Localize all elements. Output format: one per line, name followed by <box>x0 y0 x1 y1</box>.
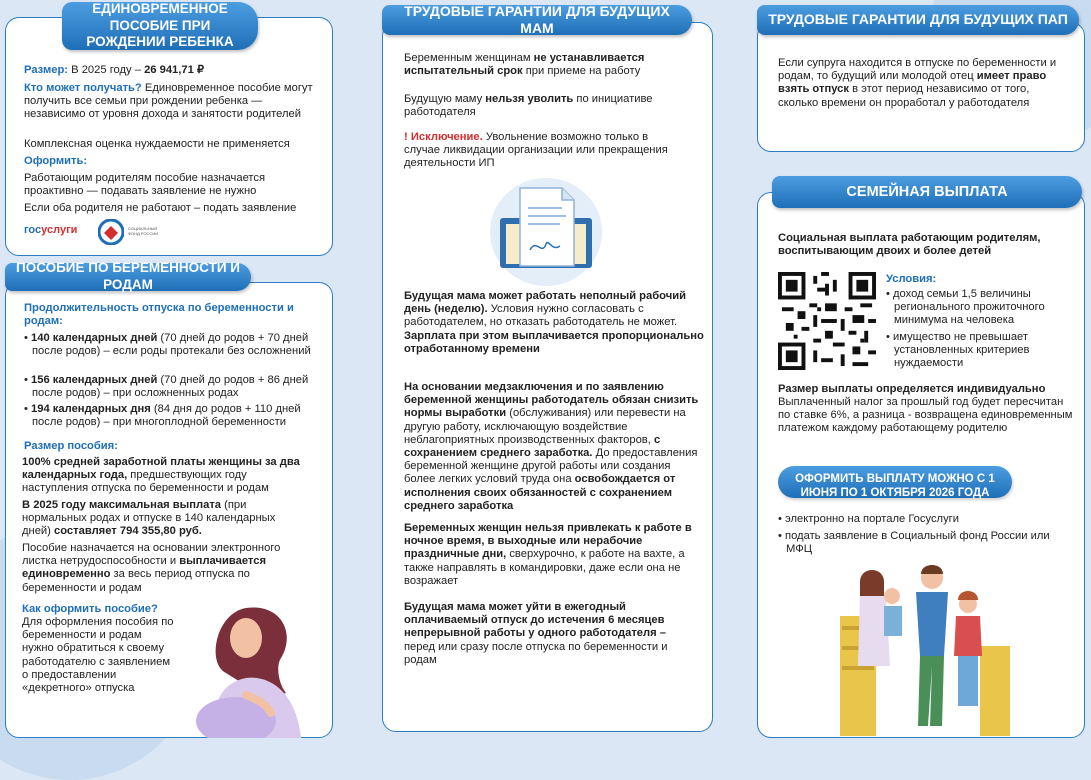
family-condition-2: • имущество не превышает установленных критериев нуждаемости <box>886 331 1030 370</box>
family-way-2: • подать заявление в Социальный фонд России или МФЦ <box>778 530 1050 556</box>
family-illustration <box>840 556 1010 736</box>
maternity-duration-title: Продолжительность отпуска по беременности и родам: <box>24 302 294 328</box>
mothers-p1: Беременным женщинам не устанавливается испытательный срок при приеме на работу <box>404 52 645 78</box>
mothers-p6: Беременных женщин нельзя привлекать к работе в ночное время, в выходные или нерабочие праздничные дни, сверхурочно, к работе на вахте, а также направлять в командировки, даже если она не возражает <box>404 522 692 587</box>
birth-apply-label: Оформить: <box>24 155 88 167</box>
mothers-p2: Будущую маму нельзя уволить по инициативе работодателя <box>404 93 653 119</box>
header-family-payment: СЕМЕЙНАЯ ВЫПЛАТА <box>772 176 1082 208</box>
sfr-logo: СОЦИАЛЬНЫЙ ФОНД РОССИИ <box>98 219 168 245</box>
mothers-p7: Будущая мама может уйти в ежегодный оплачиваемый отпуск до истечения 6 месяцев непрерывной работы у одного работодателя – перед или сразу после отпуска по беременности и родам <box>404 601 668 666</box>
mothers-p4: Будущая мама может работать неполный рабочий день (неделю). Условия нужно согласовать с работодателем, но отказать работодатель не может. Зарплата при этом выплачивается пропорционально отработанному времени <box>404 290 704 355</box>
document-signature-icon <box>490 178 602 286</box>
family-conditions-title: Условия: <box>886 273 937 285</box>
mothers-p5: На основании медзаключения и по заявлению беременной женщины работодатель обязан снизить нормы выработки (обслуживания) или перевести на другую работу, исключающую воздействие неблагоприятных производственных факторов, с сохранением среднего заработка. До предоставления беременной женщине другой работы или создания более легких условий труда она освобождается от исполнения своих обязанностей с сохранением среднего заработка <box>404 381 699 512</box>
birth-note: Комплексная оценка нуждаемости не применяется <box>24 138 290 150</box>
maternity-size-2: В 2025 году максимальная выплата (при нормальных родах и отпуске в 140 календарных дней) составляет 794 355,80 руб. <box>22 499 276 538</box>
birth-who: Кто может получать? Единовременное пособие могут получить все семьи при рождении ребенка — независимо от уровня дохода и занятости родителей <box>24 82 313 121</box>
family-condition-1: • доход семьи 1,5 величины регионального прожиточного минимума на человека <box>886 288 1045 327</box>
header-mothers-guarantees: ТРУДОВЫЕ ГАРАНТИИ ДЛЯ БУДУЩИХ МАМ <box>382 5 692 35</box>
birth-apply-text1: Работающим родителям пособие назначается проактивно — подавать заявление не нужно <box>24 172 266 198</box>
birth-size: Размер: В 2025 году – 26 941,71 ₽ <box>24 64 205 76</box>
birth-apply-text2: Если оба родителя не работают – подать заявление <box>24 202 297 214</box>
fathers-text: Если супруга находится в отпуске по беременности и родам, то будущий или молодой отец имеет право взять отпуск в этот период независимо от того, сколько времени он проработал у работодателя <box>778 57 1057 109</box>
maternity-duration-2: • 156 календарных дней (70 дней до родов + 86 дней после родов) – при осложненных родах <box>24 374 309 400</box>
sfr-emblem-icon <box>98 219 124 245</box>
card-birth-allowance <box>5 17 333 256</box>
pregnant-woman-illustration <box>186 603 326 738</box>
maternity-size-1: 100% средней заработной платы женщины за два календарных года, предшествующих году наступления отпуска по беременности и родам <box>22 456 300 495</box>
maternity-size-3: Пособие назначается на основании электронного листка нетрудоспособности и выплачивается единовременно за весь период отпуска по беременности и родам <box>22 542 281 594</box>
header-fathers-guarantees: ТРУДОВЫЕ ГАРАНТИИ ДЛЯ БУДУЩИХ ПАП <box>757 5 1079 35</box>
document-illustration <box>490 178 602 286</box>
family-size-title: Размер выплаты определяется индивидуально <box>778 383 1046 395</box>
maternity-duration-1: • 140 календарных дней (70 дней до родов + 70 дней после родов) – если роды протекали без осложнений <box>24 332 311 358</box>
header-birth-allowance: ЕДИНОВРЕМЕННОЕ ПОСОБИЕ ПРИ РОЖДЕНИИ РЕБЕНКА <box>62 2 258 50</box>
maternity-duration-3: • 194 календарных дня (84 дня до родов + 110 дней после родов) – при многоплодной беременности <box>24 403 301 429</box>
qr-code-icon <box>778 272 876 370</box>
maternity-size-title: Размер пособия: <box>24 440 118 452</box>
family-way-1: • электронно на портале Госуслуги <box>778 513 959 525</box>
family-deadline-pill: ОФОРМИТЬ ВЫПЛАТУ МОЖНО С 1 ИЮНЯ ПО 1 ОКТЯБРЯ 2026 ГОДА <box>778 466 1012 498</box>
family-intro: Социальная выплата работающим родителям, воспитывающим двоих и более детей <box>778 232 1041 258</box>
maternity-how-text: Для оформления пособия по беременности и родам нужно обратиться к своему работодателю с заявлением о предоставлении «декретного» отпуска <box>22 616 174 695</box>
gosuslugi-logo: госуслуги <box>24 224 78 236</box>
family-size-text: Выплаченный налог за прошлый год будет пересчитан по ставке 6%, а разница - возвращена единовременным платежом каждому работающему родителю <box>778 396 1073 435</box>
header-maternity-benefit: ПОСОБИЕ ПО БЕРЕМЕННОСТИ И РОДАМ <box>5 263 251 291</box>
mothers-p3: ! Исключение. Увольнение возможно только в случае ликвидации организации или прекращения деятельности ИП <box>404 131 668 170</box>
maternity-how-title: Как оформить пособие? <box>22 603 158 615</box>
